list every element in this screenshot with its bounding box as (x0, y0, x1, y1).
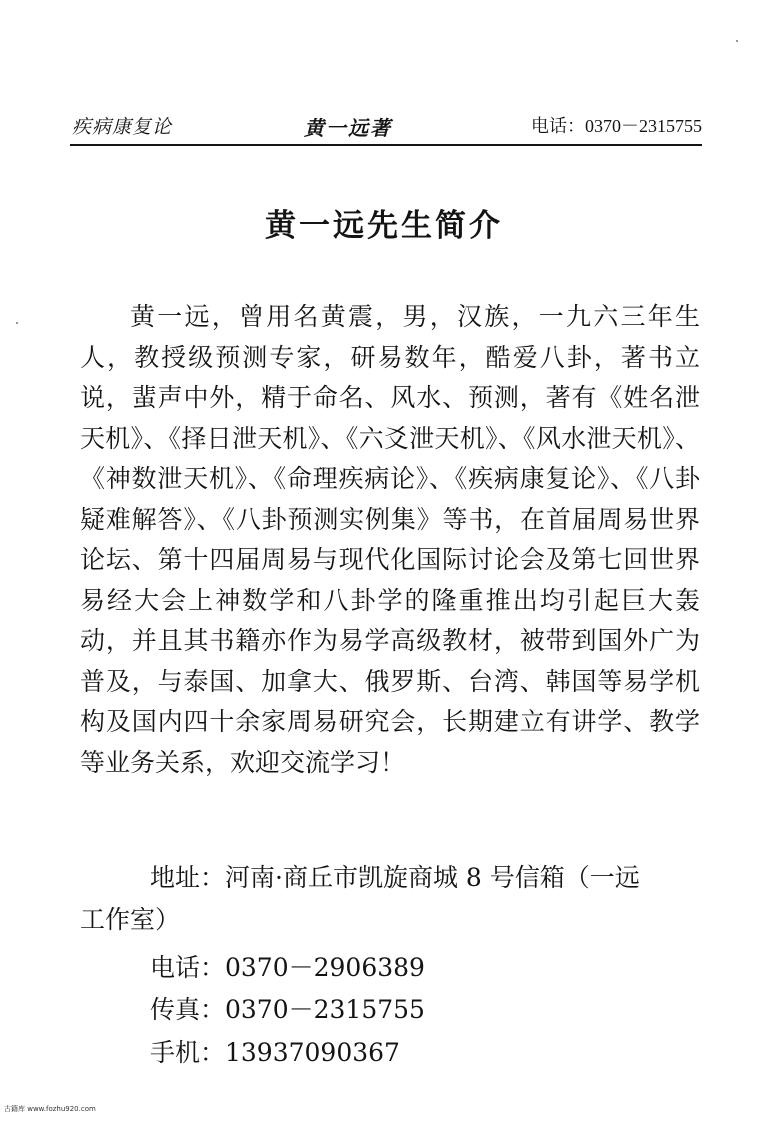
fax: 传真：0370－2315755 (150, 995, 425, 1024)
telephone: 电话：0370－2906389 (150, 953, 425, 982)
header-rule (70, 144, 702, 146)
bio-section (80, 297, 700, 783)
mobile-phone: 手机：13937090367 (150, 1038, 400, 1067)
header-phone: 电话：0370－2315755 (531, 116, 702, 136)
address-line-1: 地址：河南·商丘市凯旋商城 8 号信箱（一远 (150, 863, 640, 892)
scan-speck (16, 322, 18, 324)
header-book-title: 疾病康复论 (72, 116, 173, 138)
running-header (72, 112, 702, 142)
bio-paragraph: 黄一远，曾用名黄震，男，汉族，一九六三年生人，教授级预测专家，研易数年，酷爱八卦，著书立说，蜚声中外，精于命名、风水、预测，著有《姓名泄天机》、《择日泄天机》、《六爻泄天机》、《风水泄天机》、《神数泄天机》、《命理疾病论》、《疾病康复论》、《八卦疑难解答》、《八卦预测实例集》等书，在首届周易世界论坛、第十四届周易与现代化国际讨论会及第七回世界易经大会上神数学和八卦学的隆重推出均引起巨大轰动，并且其书籍亦作为易学高级教材，被带到国外广为普及，与泰国、加拿大、俄罗斯、台湾、韩国等易学机构及国内四十余家周易研究会，长期建立有讲学、教学等业务关系，欢迎交流学习！ (80, 302, 700, 777)
page-title: 黄一远先生简介 (265, 208, 503, 244)
footer-watermark: 古籍库 www.fozhu920.com (4, 1105, 96, 1113)
scan-speck (736, 40, 738, 42)
address-line-2: 工作室） (80, 905, 181, 934)
header-author: 黄一远著 (304, 116, 392, 140)
